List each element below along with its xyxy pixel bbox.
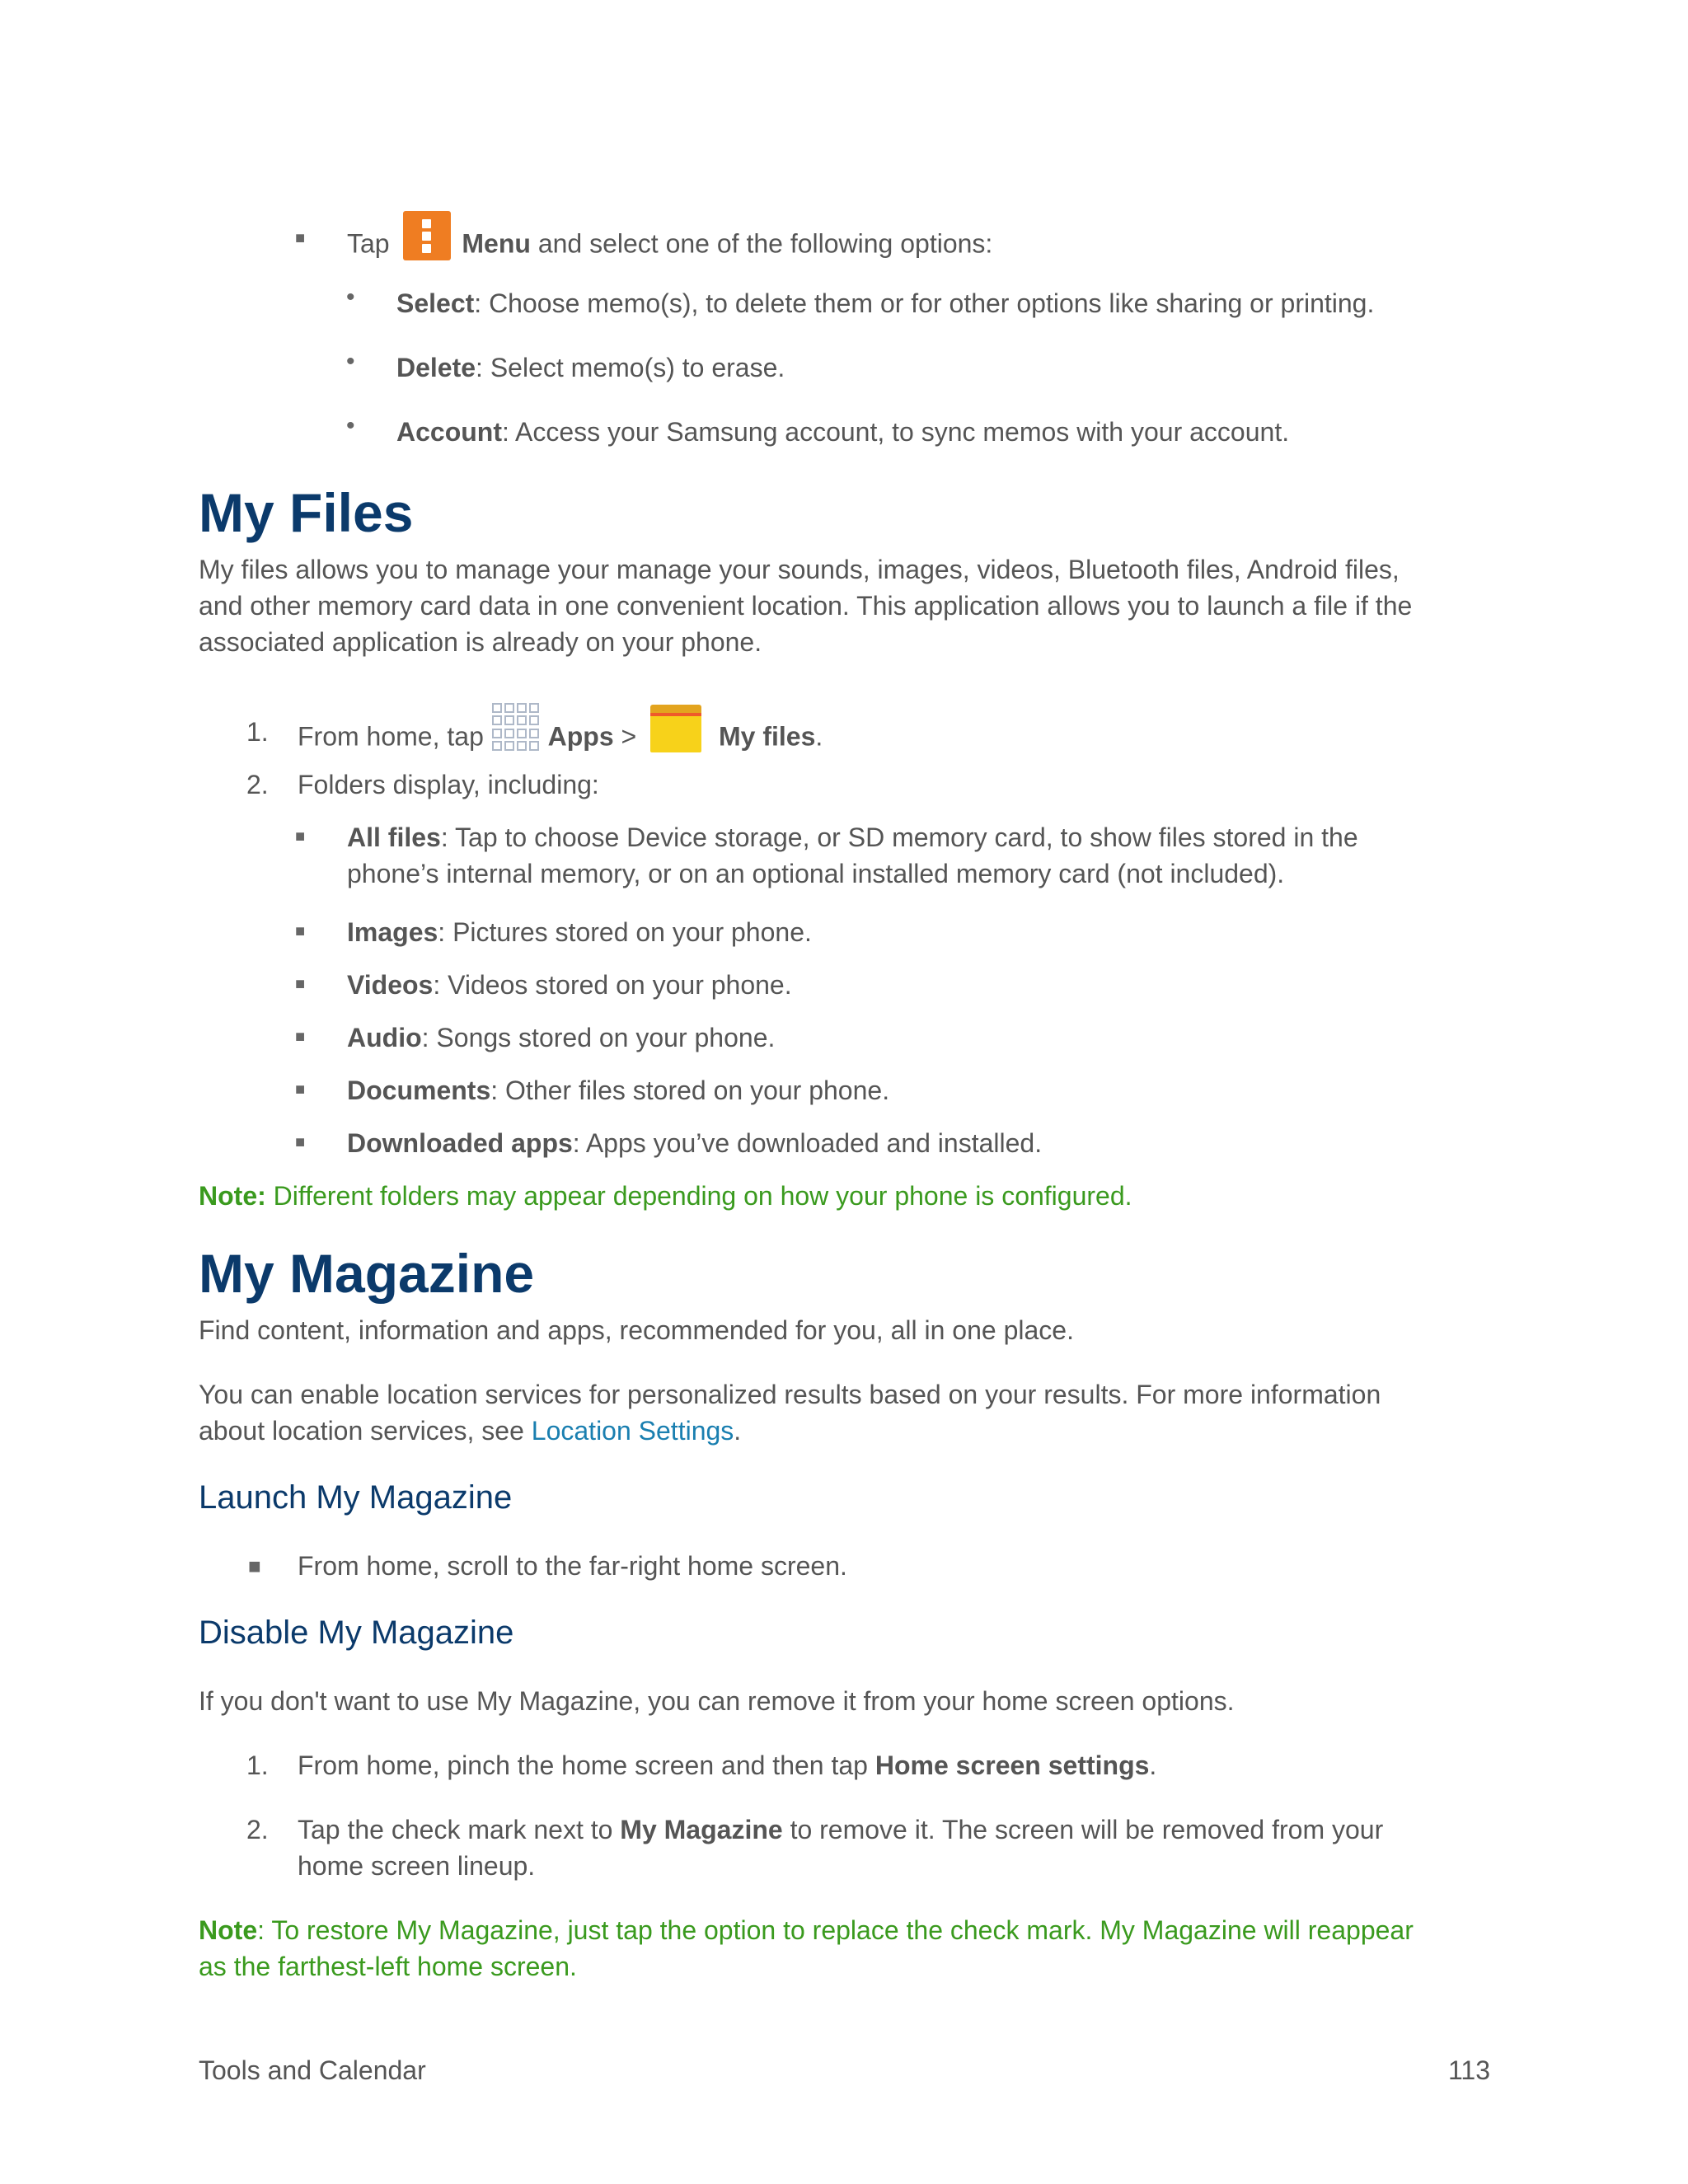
my-files-intro-line-3: associated application is already on your phone. xyxy=(199,627,762,657)
footer-page-number: 113 xyxy=(1447,2055,1490,2085)
my-magazine-p2-line-1: You can enable location services for personalized results based on your results. For more information xyxy=(199,1380,1381,1409)
my-magazine-note-line-1 xyxy=(199,1912,1414,1948)
menu-intro-pre: Tap xyxy=(347,228,390,259)
bullet-marker: ■ xyxy=(295,975,306,993)
period: . xyxy=(1149,1750,1157,1780)
bullet-marker: ■ xyxy=(295,922,306,940)
folder-desc: : Pictures stored on your phone. xyxy=(438,917,812,947)
my-magazine-p1: Find content, information and apps, recommended for you, all in one place. xyxy=(199,1315,1074,1345)
folder-item-downloaded-apps xyxy=(347,1125,1042,1161)
launch-my-magazine-heading: Launch My Magazine xyxy=(199,1479,513,1516)
option-term: Select xyxy=(396,288,475,318)
path-separator: > xyxy=(621,721,637,752)
option-desc: : Access your Samsung account, to sync memos with your account. xyxy=(502,417,1290,447)
bullet-marker: ■ xyxy=(295,229,306,247)
apps-grid-icon xyxy=(491,702,541,752)
launch-item: From home, scroll to the far-right home screen. xyxy=(298,1551,847,1581)
folder-item-audio xyxy=(347,1019,775,1056)
note-label: Note: xyxy=(199,1181,266,1211)
folder-desc: : Tap to choose Device storage, or SD memory card, to show files stored in the xyxy=(440,823,1358,852)
step-text: Tap the check mark next to xyxy=(298,1815,613,1844)
footer-section-title: Tools and Calendar xyxy=(199,2055,426,2085)
my-files-note xyxy=(199,1178,1132,1214)
folder-item-videos xyxy=(347,967,792,1003)
bullet-marker: ■ xyxy=(295,827,306,846)
disable-intro: If you don't want to use My Magazine, you can remove it from your home screen options. xyxy=(199,1686,1235,1716)
option-desc: : Choose memo(s), to delete them or for other options like sharing or printing. xyxy=(474,288,1375,318)
p2-text: about location services, see xyxy=(199,1416,524,1446)
option-term: Account xyxy=(396,417,502,447)
menu-icon xyxy=(403,211,451,260)
my-magazine-p2-line-2 xyxy=(199,1413,741,1449)
folder-item-all-files xyxy=(347,819,1358,855)
step-2-text: Folders display, including: xyxy=(298,770,599,799)
my-files-intro-line-2: and other memory card data in one convenient location. This application allows you to launch a file if the xyxy=(199,591,1413,621)
disable-my-magazine-heading: Disable My Magazine xyxy=(199,1615,514,1651)
folder-term: Audio xyxy=(347,1023,422,1052)
bullet-marker: ■ xyxy=(295,1133,306,1151)
bullet-marker: • xyxy=(346,412,355,439)
folder-term: Downloaded apps xyxy=(347,1128,573,1158)
my-magazine-label: My Magazine xyxy=(620,1815,783,1844)
option-desc: : Select memo(s) to erase. xyxy=(476,353,785,382)
bullet-marker: ■ xyxy=(295,1028,306,1046)
folder-item-images xyxy=(347,914,812,950)
step-1-line xyxy=(298,714,823,763)
step-text: to remove it. The screen will be removed from your xyxy=(790,1815,1384,1844)
folder-item-all-files-cont: phone’s internal memory, or on an optional installed memory card (not included). xyxy=(347,859,1285,888)
step-number: 1. xyxy=(246,717,269,747)
step-number: 2. xyxy=(246,1815,269,1844)
folder-term: All files xyxy=(347,823,441,852)
menu-option-select xyxy=(396,285,1374,321)
folder-icon xyxy=(650,705,701,752)
my-files-label: My files xyxy=(719,721,816,752)
period: . xyxy=(815,721,823,752)
folder-desc: : Apps you’ve downloaded and installed. xyxy=(572,1128,1043,1158)
step-text: From home, pinch the home screen and then tap xyxy=(298,1750,868,1780)
step-1-text: From home, tap xyxy=(298,721,484,752)
menu-intro-post: and select one of the following options: xyxy=(537,228,993,259)
folder-term: Images xyxy=(347,917,438,947)
my-files-heading: My Files xyxy=(199,482,414,543)
menu-label: Menu xyxy=(462,228,531,259)
bullet-marker: • xyxy=(346,284,355,311)
folder-desc: : Songs stored on your phone. xyxy=(421,1023,776,1052)
option-term: Delete xyxy=(396,353,476,382)
folder-item-documents xyxy=(347,1072,889,1108)
bullet-marker: ■ xyxy=(295,1080,306,1099)
folder-desc: : Other files stored on your phone. xyxy=(490,1076,890,1105)
my-magazine-note-line-2: as the farthest-left home screen. xyxy=(199,1952,577,1981)
my-files-intro-line-1: My files allows you to manage your manage your sounds, images, videos, Bluetooth files, Android files, xyxy=(199,555,1400,584)
folder-desc: : Videos stored on your phone. xyxy=(433,970,792,1000)
location-settings-link[interactable]: Location Settings xyxy=(531,1416,734,1446)
menu-option-delete xyxy=(396,349,785,386)
home-screen-settings-label: Home screen settings xyxy=(874,1750,1150,1780)
my-magazine-heading: My Magazine xyxy=(199,1243,535,1304)
step-number: 1. xyxy=(246,1750,269,1780)
disable-step-2-cont: home screen lineup. xyxy=(298,1851,536,1881)
folder-term: Documents xyxy=(347,1076,491,1105)
period: . xyxy=(734,1416,742,1446)
note-label: Note xyxy=(199,1915,258,1945)
disable-step-1 xyxy=(298,1747,1156,1783)
bullet-marker: ■ xyxy=(248,1554,261,1578)
step-number: 2. xyxy=(246,770,269,799)
disable-step-2 xyxy=(298,1811,1383,1848)
note-text: Different folders may appear depending on how your phone is configured. xyxy=(273,1181,1132,1211)
folder-term: Videos xyxy=(347,970,434,1000)
menu-option-account xyxy=(396,414,1289,450)
menu-intro-line xyxy=(347,221,992,270)
apps-label: Apps xyxy=(547,721,614,752)
note-text: : To restore My Magazine, just tap the option to replace the check mark. My Magazine will reappear xyxy=(257,1915,1414,1945)
bullet-marker: • xyxy=(346,348,355,375)
